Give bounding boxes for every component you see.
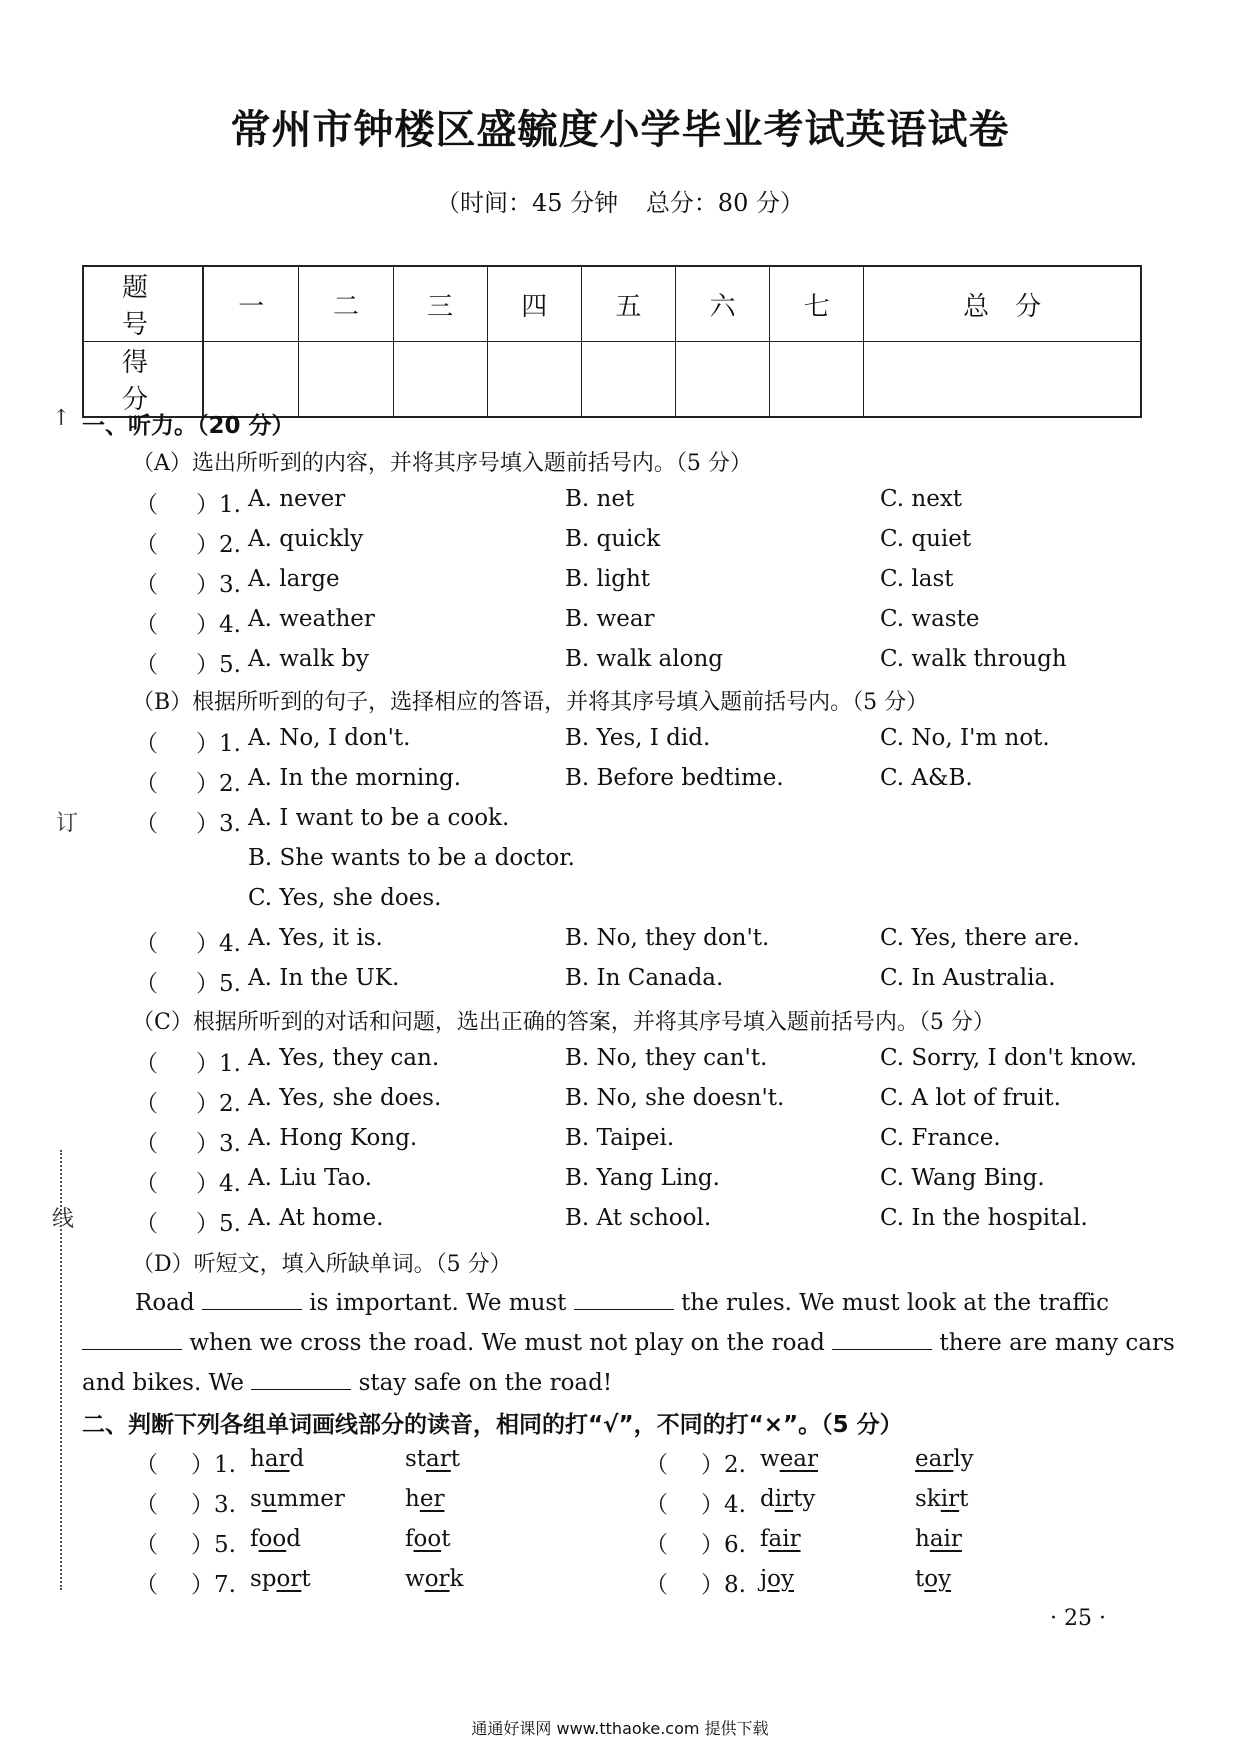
- answer-paren[interactable]: （: [135, 1452, 158, 1478]
- score-cell[interactable]: [676, 342, 770, 418]
- score-cell[interactable]: [299, 342, 393, 418]
- underlined-letters: ir: [774, 1486, 794, 1512]
- option-a[interactable]: A. Yes, it is.: [248, 925, 383, 951]
- part-instruction: （A）选出所听到的内容，并将其序号填入题前括号内。（5 分）: [132, 451, 752, 476]
- item-number: ）4.: [701, 1492, 746, 1518]
- word-part: t: [959, 1486, 969, 1512]
- word-two: [915, 1486, 968, 1512]
- word-part: f: [250, 1526, 259, 1552]
- answer-paren[interactable]: （: [135, 931, 158, 957]
- underlined-letters: er: [419, 1486, 445, 1512]
- word-part: w: [760, 1446, 780, 1472]
- underlined-letters: oy: [924, 1566, 952, 1592]
- option-a[interactable]: A. walk by: [248, 646, 369, 672]
- option-b[interactable]: B. She wants to be a doctor.: [248, 845, 575, 871]
- answer-paren[interactable]: （: [645, 1492, 668, 1518]
- underlined-letters: or: [276, 1566, 302, 1592]
- word-part: k: [449, 1566, 464, 1592]
- option-a[interactable]: A. Hong Kong.: [248, 1125, 418, 1151]
- item-number: ）5.: [196, 652, 241, 678]
- word-two: [405, 1566, 463, 1592]
- binding-mark: 线: [52, 1207, 75, 1232]
- cloze-line-1: [135, 1287, 1109, 1316]
- word-part: f: [405, 1526, 414, 1552]
- word-part: d: [286, 1526, 301, 1552]
- word-part: h: [250, 1446, 265, 1472]
- answer-paren[interactable]: （: [645, 1532, 668, 1558]
- option-c[interactable]: C. walk through: [880, 646, 1067, 672]
- word-part: st: [405, 1446, 427, 1472]
- answer-paren[interactable]: （: [135, 1572, 158, 1598]
- cloze-text: the rules. We must look at the traffic: [681, 1290, 1109, 1316]
- option-c[interactable]: C. Wang Bing.: [880, 1165, 1045, 1191]
- item-number: ）1.: [196, 1051, 241, 1077]
- option-b[interactable]: B. quick: [565, 526, 661, 552]
- word-part: t: [301, 1566, 311, 1592]
- word-two: [915, 1526, 962, 1552]
- option-c[interactable]: C. A&B.: [880, 765, 973, 791]
- option-c[interactable]: C. France.: [880, 1125, 1001, 1151]
- word-part: sk: [915, 1486, 941, 1512]
- item-number: ）1.: [196, 492, 241, 518]
- underlined-letters: ear: [779, 1446, 819, 1472]
- item-number: ）4.: [196, 931, 241, 957]
- word-part: ty: [793, 1486, 816, 1512]
- option-c[interactable]: C. Yes, there are.: [880, 925, 1080, 951]
- option-a[interactable]: A. No, I don't.: [248, 725, 411, 751]
- page-title: 常州市钟楼区盛毓度小学毕业考试英语试卷: [230, 107, 1010, 153]
- time-limit: （时间：45 分钟: [436, 189, 619, 217]
- score-header-cell: 总 分: [864, 266, 1141, 342]
- underlined-letters: air: [768, 1526, 801, 1552]
- answer-paren[interactable]: （: [135, 971, 158, 997]
- score-table-header-row: [83, 266, 1141, 342]
- answer-paren[interactable]: （: [645, 1572, 668, 1598]
- item-number: ）5.: [196, 971, 241, 997]
- word-one: [760, 1566, 794, 1592]
- item-number: ）4.: [196, 1171, 241, 1197]
- underlined-letters: u: [261, 1486, 277, 1512]
- option-b[interactable]: B. Yang Ling.: [565, 1165, 720, 1191]
- item-number: ）5.: [196, 1211, 241, 1237]
- score-table-score-row: [83, 342, 1141, 418]
- score-row-label: 得 分: [83, 342, 203, 418]
- option-b[interactable]: B. No, they can't.: [565, 1045, 768, 1071]
- word-part: f: [760, 1526, 769, 1552]
- underlined-letters: ir: [940, 1486, 960, 1512]
- cloze-blank[interactable]: [574, 1287, 674, 1310]
- option-c[interactable]: C. A lot of fruit.: [880, 1085, 1061, 1111]
- underlined-letters: oo: [413, 1526, 442, 1552]
- answer-paren[interactable]: （: [135, 492, 158, 518]
- word-one: [760, 1526, 801, 1552]
- item-number: ）6.: [701, 1532, 746, 1558]
- word-part: h: [405, 1486, 420, 1512]
- option-a[interactable]: A. quickly: [248, 526, 364, 552]
- option-a[interactable]: A. I want to be a cook.: [248, 805, 510, 831]
- answer-paren[interactable]: （: [135, 572, 158, 598]
- word-one: [760, 1486, 815, 1512]
- word-part: t: [915, 1566, 925, 1592]
- score-cell[interactable]: [393, 342, 487, 418]
- answer-paren[interactable]: （: [135, 1051, 158, 1077]
- answer-paren[interactable]: （: [135, 1492, 158, 1518]
- word-two: [405, 1526, 450, 1552]
- option-a[interactable]: A. Liu Tao.: [248, 1165, 373, 1191]
- cloze-text: Road: [135, 1290, 195, 1316]
- answer-paren[interactable]: （: [135, 652, 158, 678]
- option-b[interactable]: B. net: [565, 486, 635, 512]
- answer-paren[interactable]: （: [645, 1452, 668, 1478]
- item-number: ）8.: [701, 1572, 746, 1598]
- cloze-blank[interactable]: [82, 1327, 182, 1350]
- word-two: [915, 1566, 951, 1592]
- item-number: ）2.: [196, 771, 241, 797]
- answer-paren[interactable]: （: [135, 1091, 158, 1117]
- binding-line: [60, 1150, 62, 1590]
- option-a[interactable]: A. In the morning.: [248, 765, 462, 791]
- word-part: j: [760, 1566, 768, 1592]
- answer-paren[interactable]: （: [135, 811, 158, 837]
- binding-mark: 订: [56, 811, 79, 836]
- word-two: [405, 1486, 444, 1512]
- score-header-cell: 四: [487, 266, 581, 342]
- part-instruction: （B）根据所听到的句子，选择相应的答语，并将其序号填入题前括号内。（5 分）: [132, 690, 929, 715]
- option-b[interactable]: B. Yes, I did.: [565, 725, 711, 751]
- item-number: ）3.: [191, 1492, 236, 1518]
- option-a[interactable]: A. weather: [248, 606, 375, 632]
- word-part: mmer: [276, 1486, 345, 1512]
- word-two: [405, 1446, 460, 1472]
- option-a[interactable]: A. large: [248, 566, 340, 592]
- cloze-text: stay safe on the road!: [358, 1370, 613, 1396]
- answer-paren[interactable]: （: [135, 731, 158, 757]
- option-b[interactable]: B. Taipei.: [565, 1125, 675, 1151]
- score-header-cell: 二: [299, 266, 393, 342]
- score-header-cell: 七: [770, 266, 864, 342]
- word-one: [250, 1526, 301, 1552]
- score-header-cell: 题 号: [83, 266, 203, 342]
- word-one: [250, 1446, 304, 1472]
- answer-paren[interactable]: （: [135, 771, 158, 797]
- underlined-letters: ar: [426, 1446, 451, 1472]
- binding-mark: ↑: [52, 406, 71, 431]
- item-number: ）4.: [196, 612, 241, 638]
- score-cell[interactable]: [581, 342, 675, 418]
- footer-credit: 通通好课网 www.tthaoke.com 提供下载: [471, 1719, 769, 1738]
- underlined-letters: oo: [258, 1526, 287, 1552]
- answer-paren[interactable]: （: [135, 1131, 158, 1157]
- item-number: ）3.: [196, 811, 241, 837]
- cloze-text: there are many cars: [939, 1330, 1175, 1356]
- underlined-letters: or: [424, 1566, 450, 1592]
- score-header-cell: 六: [676, 266, 770, 342]
- option-b[interactable]: B. No, she doesn't.: [565, 1085, 785, 1111]
- option-a[interactable]: A. At home.: [248, 1205, 384, 1231]
- word-part: h: [915, 1526, 930, 1552]
- item-number: ）3.: [196, 1131, 241, 1157]
- item-number: ）3.: [196, 572, 241, 598]
- cloze-blank[interactable]: [832, 1327, 932, 1350]
- word-part: d: [760, 1486, 775, 1512]
- total-score: 总分：80 分）: [645, 189, 804, 217]
- answer-paren[interactable]: （: [135, 1171, 158, 1197]
- word-part: t: [450, 1446, 461, 1472]
- answer-paren[interactable]: （: [135, 612, 158, 638]
- option-c[interactable]: C. Yes, she does.: [248, 885, 442, 911]
- score-table: [82, 265, 1142, 418]
- answer-paren[interactable]: （: [135, 1532, 158, 1558]
- underlined-letters: ear: [915, 1446, 954, 1472]
- score-header-cell: 三: [393, 266, 487, 342]
- word-part: w: [405, 1566, 425, 1592]
- item-number: ）5.: [191, 1532, 236, 1558]
- option-c[interactable]: C. No, I'm not.: [880, 725, 1050, 751]
- option-b[interactable]: B. At school.: [565, 1205, 712, 1231]
- item-number: ）2.: [701, 1452, 746, 1478]
- option-c[interactable]: C. In Australia.: [880, 965, 1056, 991]
- option-c[interactable]: C. last: [880, 566, 954, 592]
- page-number: · 25 ·: [1050, 1606, 1106, 1631]
- word-part: sp: [250, 1566, 277, 1592]
- option-c[interactable]: C. waste: [880, 606, 980, 632]
- underlined-letters: ar: [264, 1446, 290, 1472]
- option-c[interactable]: C. In the hospital.: [880, 1205, 1088, 1231]
- cloze-blank[interactable]: [251, 1367, 351, 1390]
- section-heading: 二、判断下列各组单词画线部分的读音，相同的打“√”，不同的打“×”。（5 分）: [82, 1412, 903, 1438]
- option-a[interactable]: A. Yes, she does.: [248, 1085, 442, 1111]
- cloze-blank[interactable]: [202, 1287, 302, 1310]
- word-one: [760, 1446, 818, 1472]
- option-c[interactable]: C. Sorry, I don't know.: [880, 1045, 1138, 1071]
- word-part: t: [441, 1526, 451, 1552]
- option-b[interactable]: B. light: [565, 566, 651, 592]
- cloze-text: is important. We must: [309, 1290, 567, 1316]
- answer-paren[interactable]: （: [135, 1211, 158, 1237]
- cloze-text: and bikes. We: [82, 1370, 244, 1396]
- item-number: ）1.: [191, 1452, 236, 1478]
- item-number: ）2.: [196, 1091, 241, 1117]
- word-two: [915, 1446, 974, 1472]
- exam-meta: [0, 183, 1240, 218]
- part-instruction: （D）听短文，填入所缺单词。（5 分）: [132, 1252, 512, 1277]
- cloze-line-3: [82, 1367, 612, 1396]
- option-c[interactable]: C. next: [880, 486, 963, 512]
- word-part: s: [250, 1486, 262, 1512]
- score-cell[interactable]: [770, 342, 864, 418]
- option-b[interactable]: B. No, they don't.: [565, 925, 770, 951]
- option-a[interactable]: A. Yes, they can.: [248, 1045, 440, 1071]
- underlined-letters: oy: [767, 1566, 794, 1592]
- word-one: [250, 1566, 311, 1592]
- option-b[interactable]: B. wear: [565, 606, 655, 632]
- option-c[interactable]: C. quiet: [880, 526, 972, 552]
- part-instruction: （C）根据所听到的对话和问题，选出正确的答案，并将其序号填入题前括号内。（5 分）: [132, 1010, 995, 1035]
- word-one: [250, 1486, 345, 1512]
- option-a[interactable]: A. In the UK.: [248, 965, 400, 991]
- word-part: ly: [953, 1446, 974, 1472]
- option-b[interactable]: B. walk along: [565, 646, 723, 672]
- cloze-line-2: [82, 1327, 1175, 1356]
- option-b[interactable]: B. Before bedtime.: [565, 765, 784, 791]
- score-cell[interactable]: [864, 342, 1141, 418]
- underlined-letters: air: [929, 1526, 962, 1552]
- score-header-cell: 五: [581, 266, 675, 342]
- answer-paren[interactable]: （: [135, 532, 158, 558]
- score-cell[interactable]: [487, 342, 581, 418]
- option-a[interactable]: A. never: [248, 486, 346, 512]
- option-b[interactable]: B. In Canada.: [565, 965, 724, 991]
- score-header-cell: 一: [203, 266, 299, 342]
- word-part: d: [289, 1446, 305, 1472]
- item-number: ）1.: [196, 731, 241, 757]
- cloze-text: when we cross the road. We must not play on the road: [189, 1330, 825, 1356]
- section-heading: 一、听力。（20 分）: [82, 413, 295, 439]
- score-cell[interactable]: [203, 342, 299, 418]
- item-number: ）7.: [191, 1572, 236, 1598]
- item-number: ）2.: [196, 532, 241, 558]
